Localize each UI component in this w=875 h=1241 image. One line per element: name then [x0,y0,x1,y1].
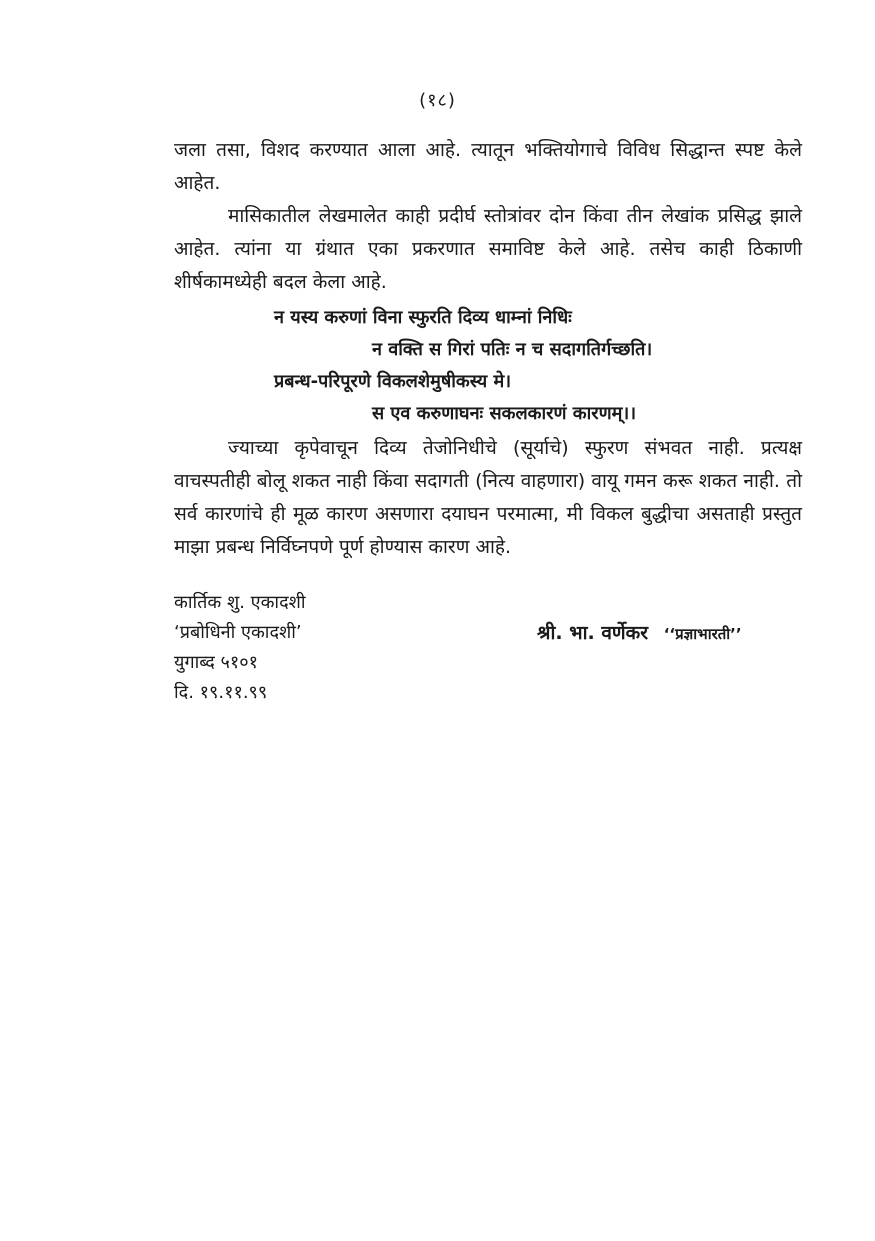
paragraph-1: जला तसा, विशद करण्यात आला आहे. त्यातून भक्तियोगाचे विविध सिद्धान्त स्पष्ट केले आहेत. [174,139,802,194]
verse-line-2: न वक्ति स गिरां पतिः न च सदागतिर्गच्छति। [372,339,653,360]
author-name: श्री. भा. वर्णेकर [537,622,648,644]
page-number: (१८) [419,90,456,111]
verse-line-1: न यस्य करुणां विना स्फुरति दिव्य धाम्नां निधिः [274,307,572,328]
verse-line-3: प्रबन्ध-परिपूरणे विकलशेमुषीकस्य मे। [274,371,512,392]
paragraph-3: ज्याच्या कृपेवाचून दिव्य तेजोनिधीचे (सूर्याचे) स्फुरण संभवत नाही. प्रत्यक्ष वाचस्पतीही बोलू शकत नाही किंवा सदागती (नित्य वाहणारा) वायू गमन करू शकत नाही. तो सर्व कारणांचे ही मूळ कारण असणारा दयाघन परमात्मा, मी विकल बुद्धीचा असताही प्रस्तुत माझा प्रबन्ध निर्विघ्नपणे पूर्ण होण्यास कारण आहे. [174,437,802,558]
date-line-festival: ‘प्रबोधिनी एकादशी’ [174,622,302,643]
verse-line-4: स एव करुणाघनः सकलकारणं कारणम्।। [372,403,637,424]
author-title: ‘‘प्रज्ञाभारती’’ [663,625,742,643]
paragraph-2: मासिकातील लेखमालेत काही प्रदीर्घ स्तोत्रांवर दोन किंवा तीन लेखांक प्रसिद्ध झाले आहेत. त्यांना या ग्रंथात एका प्रकरणात समाविष्ट केले आहे. तसेच काही ठिकाणी शीर्षकामध्येही बदल केला आहे. [174,205,802,293]
author-signature [537,618,742,649]
date-line-date: दि. १९.११.९९ [174,682,268,703]
date-line-yugabda: युगाब्द ५१०१ [174,652,258,673]
date-line-tithi: कार्तिक शु. एकादशी [174,592,306,613]
